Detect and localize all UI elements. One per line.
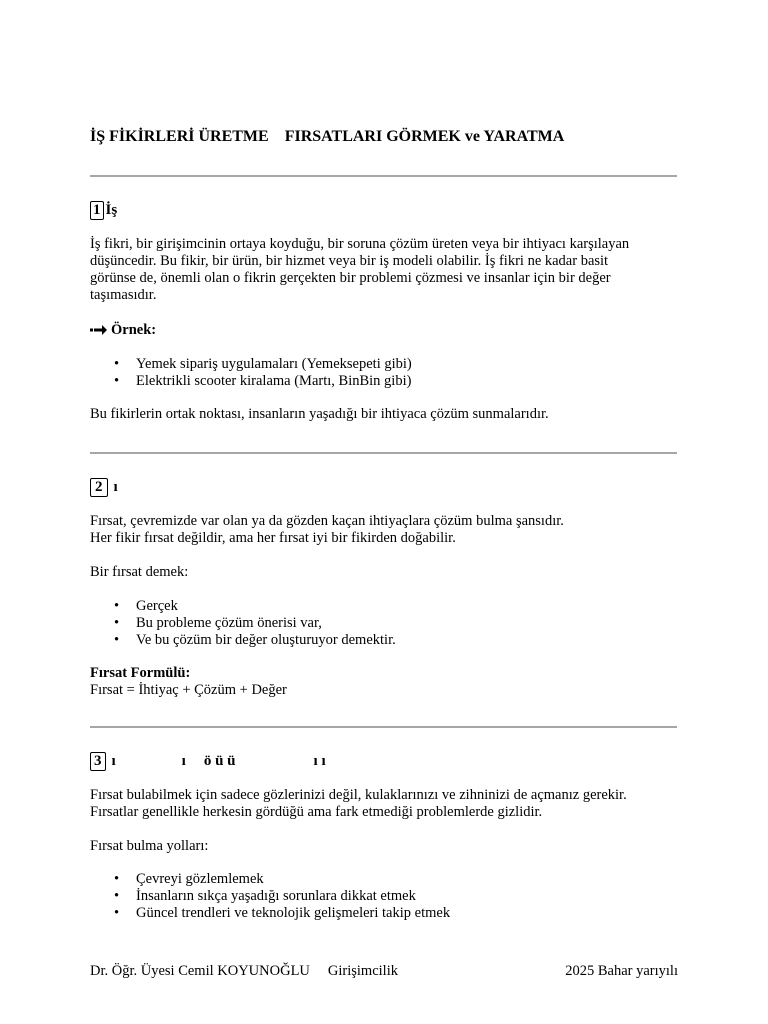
section-1-conclusion: Bu fikirlerin ortak noktası, insanların yaşadığı bir ihtiyaca çözüm sunmalarıdır. — [90, 406, 549, 422]
footer-author: Dr. Öğr. Üyesi Cemil KOYUNOĞLU — [90, 963, 310, 979]
section-number-box: 2 — [90, 478, 108, 497]
paragraph-line: Fırsat, çevremizde var olan ya da gözden kaçan ihtiyaçlara çözüm bulma şansıdır. — [90, 513, 564, 529]
heading-fragment: ı — [111, 753, 116, 769]
formula-text: Fırsat = İhtiyaç + Çözüm + Değer — [90, 682, 287, 698]
paragraph-line: taşımasıdır. — [90, 287, 157, 303]
title-part-1: İŞ FİKİRLERİ ÜRETME — [90, 128, 269, 145]
list-item: • Gerçek — [90, 598, 396, 615]
formula-label: Fırsat Formülü: — [90, 665, 191, 681]
divider — [90, 452, 677, 454]
paragraph-line: düşüncedir. Bu fikir, bir ürün, bir hizmet veya bir iş modeli olabilir. İş fikri ne kadar basit — [90, 253, 609, 269]
paragraph-line: Fırsatlar genellikle herkesin gördüğü ama fark etmediği problemlerde gizlidir. — [90, 804, 543, 820]
paragraph-line: Her fikir fırsat değildir, ama her fırsat iyi bir fikirden doğabilir. — [90, 530, 456, 546]
section-2-intro: Bir fırsat demek: — [90, 564, 189, 580]
heading-fragment: ı — [181, 753, 186, 769]
paragraph-line: İş fikri, bir girişimcinin ortaya koyduğu, bir soruna çözüm üreten veya bir ihtiyacı karşılayan — [90, 236, 630, 252]
footer-course: Girişimcilik — [327, 963, 398, 979]
section-2-paragraph — [90, 513, 680, 547]
section-3-intro: Fırsat bulma yolları: — [90, 838, 209, 854]
footer-left — [90, 963, 398, 980]
heading-fragment: ö ü ü — [203, 753, 236, 769]
divider — [90, 175, 677, 177]
section-1-paragraph — [90, 236, 680, 304]
paragraph-line: görünse de, önemli olan o fikrin gerçekten bir problemi çözmesi ve insanlar için bir değer — [90, 270, 611, 286]
footer-term: 2025 Bahar yarıyılı — [565, 963, 678, 979]
section-number-box: 3 — [90, 752, 106, 771]
document-title — [90, 128, 564, 146]
list-item: • Güncel trendleri ve teknolojik gelişmeleri takip etmek — [90, 905, 450, 922]
list-item: • Bu probleme çözüm önerisi var, — [90, 615, 396, 632]
list-item: • Çevreyi gözlemlemek — [90, 871, 450, 888]
opportunity-list — [90, 598, 396, 649]
section-3-paragraph — [90, 787, 680, 821]
section-1-heading — [90, 201, 117, 220]
section-number-box: 1 — [90, 201, 104, 220]
methods-list — [90, 871, 450, 922]
example-list — [90, 356, 412, 390]
list-item: • Yemek sipariş uygulamaları (Yemeksepeti gibi) — [90, 356, 412, 373]
arrow-right-icon — [90, 325, 107, 335]
example-label-row — [90, 322, 156, 339]
document-page — [90, 0, 678, 1024]
title-part-2: FIRSATLARI GÖRMEK ve YARATMA — [284, 128, 565, 145]
list-item: • İnsanların sıkça yaşadığı sorunlara dikkat etmek — [90, 888, 450, 905]
list-item: • Ve bu çözüm bir değer oluşturuyor demektir. — [90, 632, 396, 649]
heading-fragment: ı ı — [313, 753, 326, 769]
section-1-title: İş — [105, 202, 118, 218]
paragraph-line: Fırsat bulabilmek için sadece gözlerinizi değil, kulaklarınızı ve zihninizi de açmanız gerekir. — [90, 787, 627, 803]
section-2-title: ı — [113, 479, 118, 495]
divider — [90, 726, 677, 728]
example-label: Örnek: — [111, 322, 157, 338]
section-3-heading — [90, 752, 326, 771]
page-footer — [90, 963, 678, 980]
list-item: • Elektrikli scooter kiralama (Martı, BinBin gibi) — [90, 373, 412, 390]
section-2-heading — [90, 478, 118, 497]
